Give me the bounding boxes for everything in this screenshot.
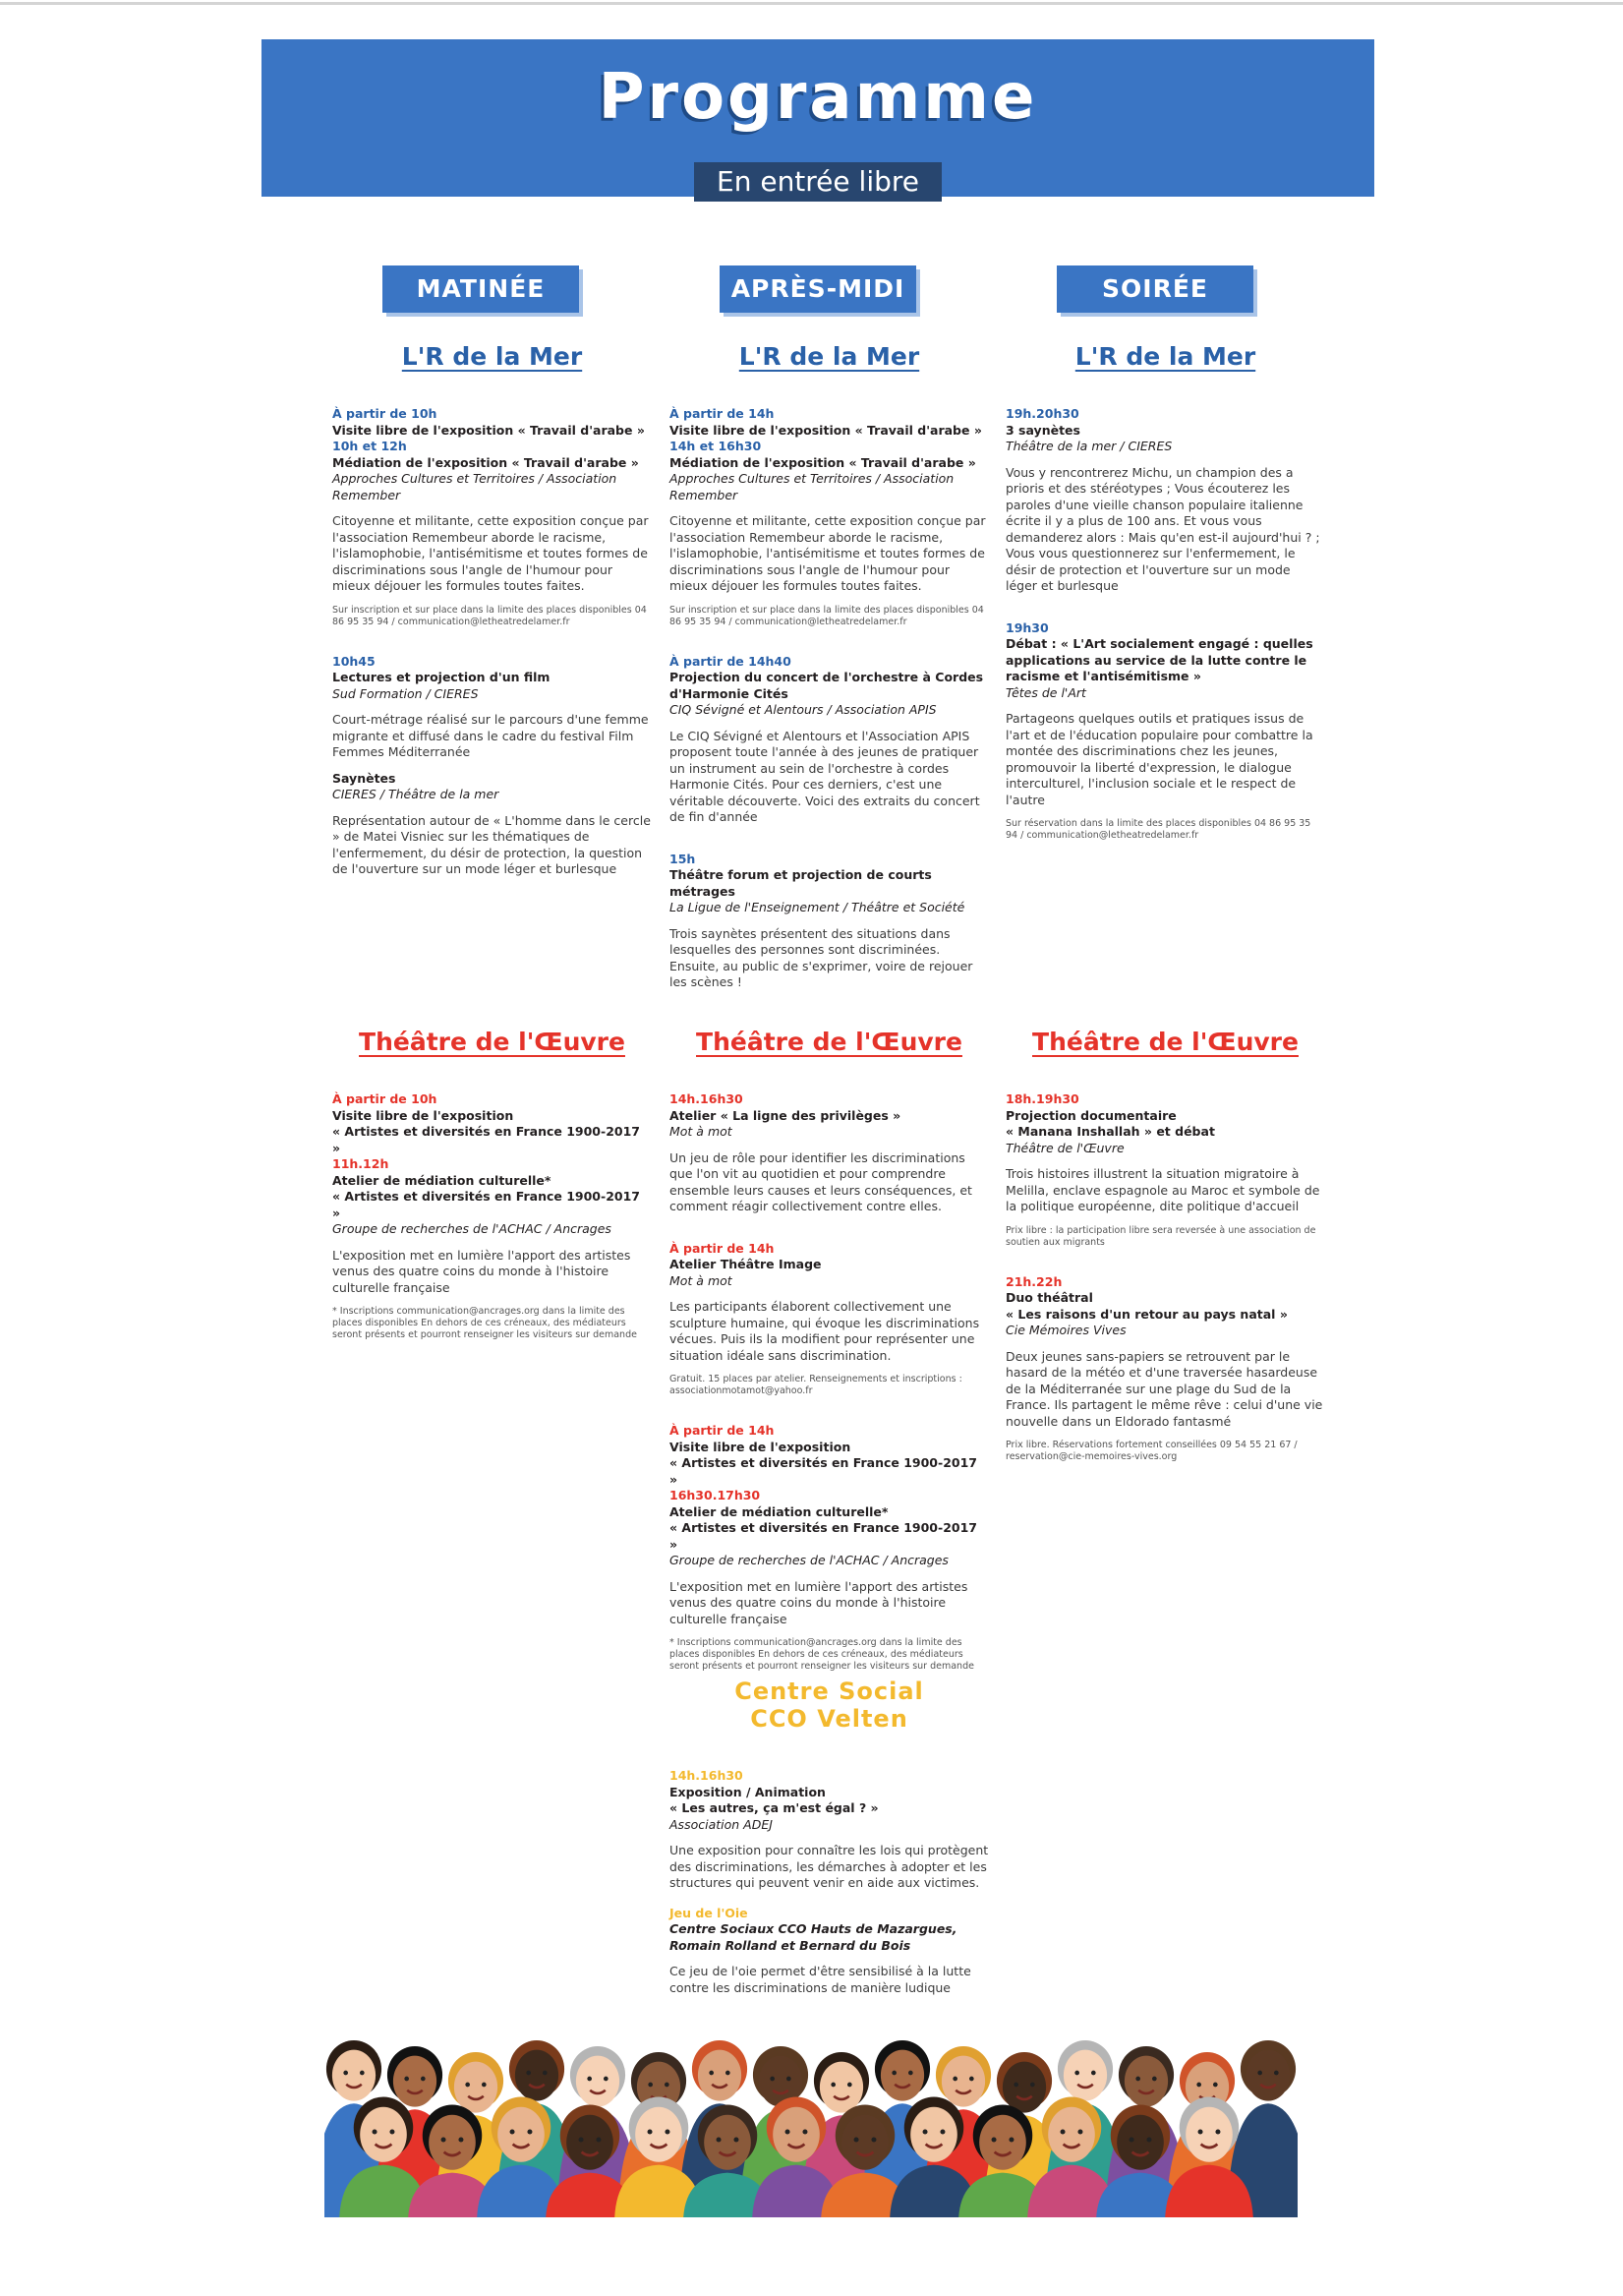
event-title: « Artistes et diversités en France 1900-2017 » — [332, 1124, 640, 1155]
soiree-oeuvre-column — [1006, 1027, 1325, 1489]
event-organizer: Groupe de recherches de l'ACHAC / Ancrages — [669, 1553, 949, 1567]
event-time: 16h30.17h30 — [669, 1488, 761, 1502]
event-organizer: Théâtre de l'Œuvre — [1006, 1140, 1125, 1155]
event-block — [669, 852, 989, 991]
event-title: Exposition / Animation — [669, 1784, 826, 1799]
venue-title-oeuvre: Théâtre de l'Œuvre — [1032, 1028, 1299, 1056]
event-title: « Artistes et diversités en France 1900-2017 » — [669, 1455, 977, 1487]
apresmidi-mer-column — [669, 341, 989, 1017]
event-description: Citoyenne et militante, cette exposition conçue par l'association Remembeur aborde le racisme, l'islamophobie, l'antisémitisme et toutes formes de discriminations sous l'angle de l'humour pour mieux déjouer les formules toutes faites. — [332, 513, 649, 593]
event-description: L'exposition met en lumière l'apport des artistes venus des quatre coins du monde à l'histoire culturelle française — [332, 1247, 631, 1295]
event-description: L'exposition met en lumière l'apport des artistes venus des quatre coins du monde à l'histoire culturelle française — [669, 1578, 968, 1626]
event-time: 11h.12h — [332, 1156, 389, 1171]
venue-title-line: Centre Social — [734, 1678, 924, 1705]
event-block — [1006, 1091, 1325, 1249]
event-description: Un jeu de rôle pour identifier les discriminations que l'on vit au quotidien et pour comprendre ensemble leurs causes et leurs conséquences, et comment réagir collectivement contre elles. — [669, 1149, 972, 1213]
event-description: Vous y rencontrerez Michu, un champion des a prioris et des stéréotypes ; Vous écouterez les paroles d'une vieille chanson populaire italienne écrite il y a plus de 100 ans. Et vous vous demanderez alors : Mais qu'en est-il aujourd'hui ? ; Vous vous questionnerez sur l'enfermement, le désir de protection et l'ouverture sur un mode léger et burlesque — [1006, 464, 1320, 593]
event-block — [669, 1091, 989, 1215]
event-title: Débat : « L'Art socialement engagé : quelles applications au service de la lutte contre le racisme et l'antisémitisme » — [1006, 636, 1313, 683]
event-block — [669, 1768, 989, 1892]
event-title: Atelier « La ligne des privilèges » — [669, 1107, 901, 1123]
event-note: Gratuit. 15 places par atelier. Renseignements et inscriptions : associationmotamot@yahoo.fr — [669, 1374, 962, 1396]
event-description: Trois saynètes présentent des situations dans lesquelles des personnes sont discriminées. Ensuite, au public de s'exprimer, voire de rejouer les scènes ! — [669, 925, 973, 989]
event-time: 18h.19h30 — [1006, 1091, 1079, 1106]
event-description: Partageons quelques outils et pratiques issus de l'art et de l'éducation populaire pour combattre la montée des discriminations chez les jeunes, promouvoir la liberté d'expression, le dialogue interculturel, l'inclusion sociale et le respect de l'autre — [1006, 711, 1313, 807]
event-block — [1006, 620, 1325, 843]
matinee-oeuvre-column — [332, 1027, 652, 1367]
event-block — [669, 654, 989, 826]
event-title: Projection documentaire — [1006, 1107, 1177, 1123]
event-block — [669, 1241, 989, 1398]
event-description: Représentation autour de « L'homme dans le cercle » de Matei Visniec sur les thématiques de l'enfermement, du désir de protection, la question de l'ouverture sur un mode léger et burlesque — [332, 812, 651, 876]
matinee-mer-column — [332, 341, 652, 904]
event-organizer: Centre Sociaux CCO Hauts de Mazargues, Romain Rolland et Bernard du Bois — [669, 1921, 957, 1953]
event-block — [332, 654, 652, 878]
event-time: À partir de 14h — [669, 406, 775, 421]
event-title: Atelier Théâtre Image — [669, 1257, 822, 1271]
event-time: À partir de 10h — [332, 1091, 437, 1106]
event-description: Les participants élaborent collectivement une sculpture humaine, qui évoque les discriminations vécues. Puis ils la modifient pour représenter une situation idéale sans discrimination. — [669, 1299, 980, 1363]
event-title: Lectures et projection d'un film — [332, 670, 551, 684]
tab-apres-midi: APRÈS-MIDI — [720, 265, 916, 313]
event-time: 14h.16h30 — [669, 1091, 743, 1106]
event-organizer: CIQ Sévigné et Alentours / Association APIS — [669, 702, 937, 717]
event-time: À partir de 10h — [332, 406, 437, 421]
event-time: Jeu de l'Oie — [669, 1905, 748, 1920]
page-title: Programme — [598, 61, 1038, 134]
event-organizer: Mot à mot — [669, 1272, 732, 1288]
event-organizer: Cie Mémoires Vives — [1006, 1323, 1127, 1337]
event-note: Prix libre : la participation libre sera reversée à une association de soutien aux migrants — [1006, 1224, 1316, 1248]
event-organizer: Sud Formation / CIERES — [332, 685, 479, 701]
event-time: 14h et 16h30 — [669, 439, 762, 453]
crowd-illustration — [324, 2016, 1298, 2217]
event-time: À partir de 14h40 — [669, 653, 791, 669]
event-note: Sur inscription et sur place dans la limite des places disponibles 04 86 95 35 94 / communication@letheatredelamer.fr — [332, 604, 647, 627]
event-organizer: Mot à mot — [669, 1124, 732, 1139]
event-title: 3 saynètes — [1006, 422, 1080, 438]
event-description: Une exposition pour connaître les lois qui protègent des discriminations, les démarches à adopter et les structures qui peuvent venir en aide aux victimes. — [669, 1843, 989, 1890]
tab-soiree: SOIRÉE — [1057, 265, 1253, 313]
venue-title-oeuvre: Théâtre de l'Œuvre — [696, 1028, 962, 1056]
venue-title-mer: L'R de la Mer — [1074, 342, 1256, 371]
event-title: « Les autres, ça m'est égal ? » — [669, 1800, 879, 1815]
event-title: « Les raisons d'un retour au pays natal » — [1006, 1306, 1288, 1322]
event-block — [332, 406, 652, 628]
event-title: Médiation de l'exposition « Travail d'arabe » — [332, 454, 639, 470]
event-title: Visite libre de l'exposition — [332, 1107, 514, 1123]
event-time: 19h.20h30 — [1006, 406, 1079, 421]
event-description: Citoyenne et militante, cette exposition conçue par l'association Remembeur aborde le racisme, l'islamophobie, l'antisémitisme et toutes formes de discriminations sous l'angle de l'humour pour mieux déjouer les formules toutes faites. — [669, 513, 986, 593]
tab-matinee: MATINÉE — [382, 265, 579, 313]
event-title: « Manana Inshallah » et débat — [1006, 1124, 1215, 1139]
header-banner — [261, 39, 1374, 197]
event-block — [1006, 1274, 1325, 1464]
event-title: « Artistes et diversités en France 1900-2017 » — [332, 1189, 640, 1220]
event-time: 10h et 12h — [332, 439, 407, 453]
event-time: 10h45 — [332, 653, 376, 669]
event-description: Ce jeu de l'oie permet d'être sensibilisé à la lutte contre les discriminations de manière ludique — [669, 1964, 971, 1995]
event-organizer: La Ligue de l'Enseignement / Théâtre et Société — [669, 900, 965, 914]
event-block — [669, 1906, 989, 1997]
venue-title-line: CCO Velten — [750, 1705, 908, 1733]
venue-title-centre — [669, 1678, 989, 1733]
event-time: À partir de 14h — [669, 1423, 775, 1438]
apresmidi-oeuvre-column — [669, 1027, 989, 1698]
event-block — [332, 1091, 652, 1341]
event-time: 19h30 — [1006, 619, 1049, 635]
event-organizer: Approches Cultures et Territoires / Association Remember — [669, 471, 955, 502]
event-note: Sur inscription et sur place dans la limite des places disponibles 04 86 95 35 94 / communication@letheatredelamer.fr — [669, 604, 984, 627]
venue-title-oeuvre: Théâtre de l'Œuvre — [359, 1028, 625, 1056]
event-note: * Inscriptions communication@ancrages.org dans la limite des places disponibles En dehors de ces créneaux, des médiateurs seront présents et pourront renseigner les visiteurs sur demande — [332, 1306, 637, 1340]
soiree-mer-column — [1006, 341, 1325, 867]
event-title: Visite libre de l'exposition « Travail d'arabe » — [669, 422, 982, 438]
event-title: Médiation de l'exposition « Travail d'arabe » — [669, 454, 976, 470]
event-organizer: Théâtre de la mer / CIERES — [1006, 439, 1173, 453]
event-time: À partir de 14h — [669, 1240, 775, 1256]
event-description: Court-métrage réalisé sur le parcours d'une femme migrante et diffusé dans le cadre du festival Film Femmes Méditerranée — [332, 712, 649, 759]
event-title: Duo théâtral — [1006, 1290, 1093, 1305]
event-title: Atelier de médiation culturelle* — [332, 1172, 551, 1188]
event-block — [669, 1423, 989, 1673]
event-organizer: Groupe de recherches de l'ACHAC / Ancrages — [332, 1221, 611, 1236]
event-time: 21h.22h — [1006, 1273, 1063, 1289]
event-description: Deux jeunes sans-papiers se retrouvent par le hasard de la météo et d'une traversée hasardeuse de la Méditerranée sur une plage du Sud de la France. Ils partagent le même rêve : celui d'une vie nouvelle dans un Eldorado fantasmé — [1006, 1348, 1323, 1429]
event-organizer: Têtes de l'Art — [1006, 684, 1086, 700]
event-note: Sur réservation dans la limite des places disponibles 04 86 95 35 94 / communication@letheatredelamer.fr — [1006, 818, 1311, 841]
event-title: Projection du concert de l'orchestre à Cordes d'Harmonie Cités — [669, 670, 984, 701]
event-title: Visite libre de l'exposition — [669, 1439, 851, 1454]
event-title: Saynètes — [332, 770, 396, 786]
event-note: Prix libre. Réservations fortement conseillées 09 54 55 21 67 / reservation@cie-memoires-vives.org — [1006, 1440, 1298, 1462]
event-block — [1006, 406, 1325, 595]
event-time: 15h — [669, 851, 696, 866]
event-title: Atelier de médiation culturelle* — [669, 1503, 889, 1519]
event-description: Trois histoires illustrent la situation migratoire à Melilla, enclave espagnole au Maroc et symbole de la politique européenne, dite politique d'accueil — [1006, 1166, 1320, 1213]
event-title: Visite libre de l'exposition « Travail d'arabe » — [332, 422, 645, 438]
apresmidi-centre-column — [669, 1678, 989, 2022]
event-block — [669, 406, 989, 628]
event-organizer: Association ADEJ — [669, 1816, 773, 1832]
event-note: * Inscriptions communication@ancrages.org dans la limite des places disponibles En dehors de ces créneaux, des médiateurs seront présents et pourront renseigner les visiteurs sur demande — [669, 1637, 974, 1672]
event-organizer: Approches Cultures et Territoires / Association Remember — [332, 471, 617, 502]
event-description: Le CIQ Sévigné et Alentours et l'Association APIS proposent toute l'année à des jeunes de pratiquer un instrument au sein de l'orchestre à cordes Harmonie Cités. Pour ces derniers, c'est une véritable découverte. Voici des extraits du concert de fin d'année — [669, 728, 980, 824]
event-title: « Artistes et diversités en France 1900-2017 » — [669, 1520, 977, 1552]
event-title: Théâtre forum et projection de courts métrages — [669, 867, 932, 899]
venue-title-mer: L'R de la Mer — [401, 342, 583, 371]
page-subtitle: En entrée libre — [694, 162, 942, 202]
event-organizer: CIERES / Théâtre de la mer — [332, 787, 499, 801]
venue-title-mer: L'R de la Mer — [738, 342, 920, 371]
event-time: 14h.16h30 — [669, 1768, 743, 1783]
scan-edge — [0, 2, 1623, 5]
